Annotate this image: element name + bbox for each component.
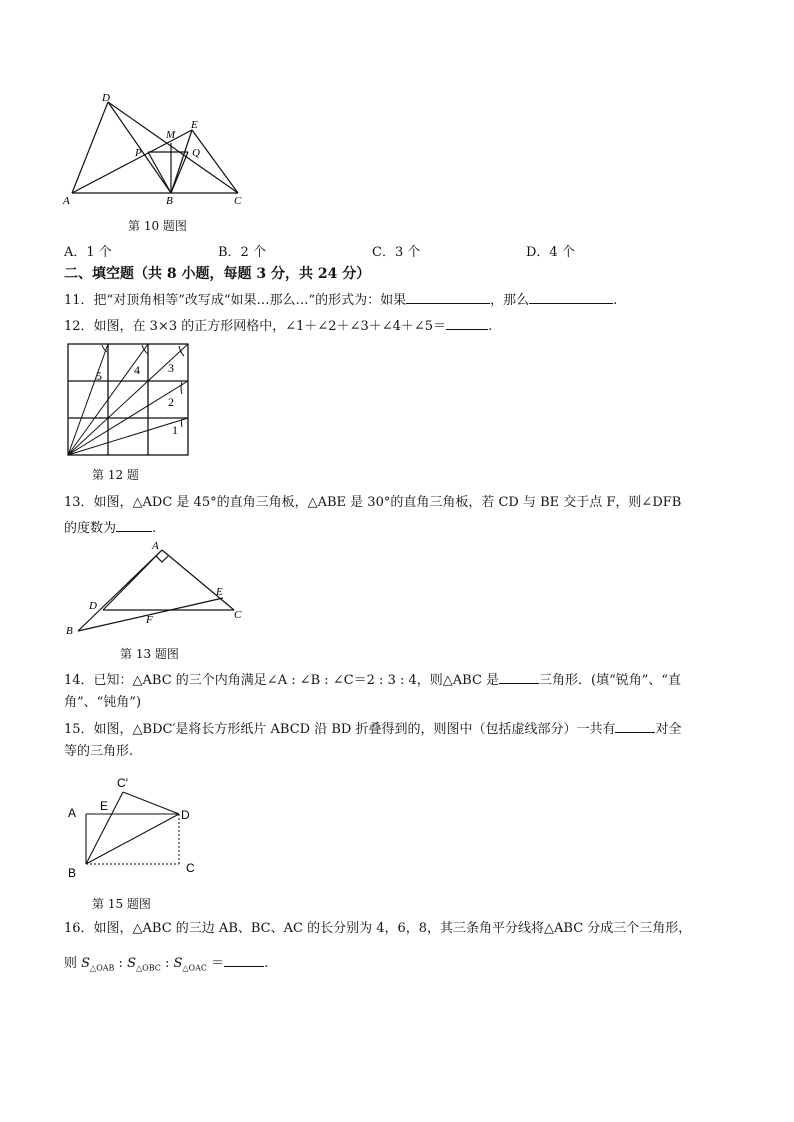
figure-15-caption: 第 15 题图 [92,897,151,911]
question-15-line-1 [64,719,682,739]
angle-label-1: 1 [172,423,178,437]
q11-text-3: . [613,293,618,308]
q16-sep-1: : [114,956,128,971]
figure-10-caption: 第 10 题图 [128,219,187,233]
q12-expression: ∠1＋∠2＋∠3＋∠4＋∠5＝ [285,319,447,334]
label-D: D [89,600,97,612]
q11-text-1: 11．把“对顶角相等”改写成“如果…那么…”的形式为：如果 [64,293,407,308]
label-M: M [166,129,176,141]
label-E: E [191,119,198,131]
q16-pre: 则 [64,956,82,971]
q15-blank [615,719,655,733]
label-F: F [146,614,153,626]
label-C: C [234,609,242,621]
figure-12-caption: 第 12 题 [92,468,139,482]
label-E: E [100,799,109,813]
q12-blank [446,316,488,330]
figure-12 [64,340,194,460]
question-13-line-2 [64,518,156,538]
question-14-line-1 [64,670,681,690]
q16-sub1: △OAB [90,963,115,973]
q16-s1: S [81,956,91,971]
label-B: B [166,195,173,207]
q14-blank [499,670,539,684]
q12-text-2: . [488,319,493,334]
angle-label-4: 4 [134,363,140,377]
q11-blank-2 [529,290,613,304]
question-16-line-1: 16．如图，△ABC 的三边 AB、BC、AC 的长分别为 4，6，8，其三条角平分线将△ABC 分成三个三角形， [64,921,692,936]
label-P: P [135,147,142,159]
figure-13-caption: 第 13 题图 [120,647,179,661]
figure-13 [60,536,260,636]
q12-text-1: 12．如图，在 3×3 的正方形网格中， [64,319,286,334]
q13-text-b: . [152,521,157,536]
q13-text-a: 的度数为 [64,521,117,536]
label-A: A [63,195,70,207]
option-d: D．4 个 [526,245,575,260]
question-14-line-2: 角”、“钝角”) [64,695,142,710]
figure-10 [60,90,260,210]
q11-blank-1 [406,290,490,304]
figure-15 [60,770,210,885]
q16-sub3: △OAC [182,963,208,973]
label-B: B [66,625,73,636]
angle-label-5: 5 [96,369,102,383]
label-C-prime: C' [117,776,128,790]
label-A: A [68,806,77,820]
label-C: C [186,861,195,875]
question-11 [64,290,617,310]
option-a: A．1 个 [64,245,112,260]
q16-sep-2: : [160,956,174,971]
q16-blank [224,953,264,967]
q13-blank [116,518,152,532]
label-E: E [216,586,223,598]
label-D: D [102,92,110,104]
question-12 [64,316,492,336]
label-B: B [68,866,77,880]
q15-text-b: 对全 [655,722,682,737]
angle-label-2: 2 [168,395,174,409]
option-c: C．3 个 [372,245,421,260]
q16-end: . [264,956,269,971]
label-Q: Q [192,147,200,159]
q16-s3: S [173,956,183,971]
section-title: 二、填空题（共 8 小题，每题 3 分，共 24 分） [64,266,371,282]
angle-label-3: 3 [168,361,174,375]
q16-s2: S [127,956,136,971]
q14-text-a: 14．已知：△ABC 的三个内角满足∠A : ∠B : ∠C＝2 : 3 : 4，则△ABC 是 [64,673,500,688]
question-16-line-2 [64,953,268,978]
question-13-line-1: 13．如图，△ADC 是 45°的直角三角板，△ABE 是 30°的直角三角板，若 CD 与 BE 交于点 F，则∠DFB [64,495,682,510]
q15-text-a: 15．如图，△BDC′是将长方形纸片 ABCD 沿 BD 折叠得到的，则图中（包括虚线部分）一共有 [64,722,616,737]
label-A: A [152,540,159,552]
q11-text-2: ，那么 [490,293,530,308]
q16-eq: ＝ [207,956,225,971]
option-b: B．2 个 [218,245,266,260]
label-D: D [181,808,190,822]
q14-text-b: 三角形．(填“锐角”、“直 [539,673,682,688]
label-C: C [234,195,242,207]
q16-sub2: △OBC [135,963,161,973]
question-15-line-2: 等的三角形. [64,744,134,759]
